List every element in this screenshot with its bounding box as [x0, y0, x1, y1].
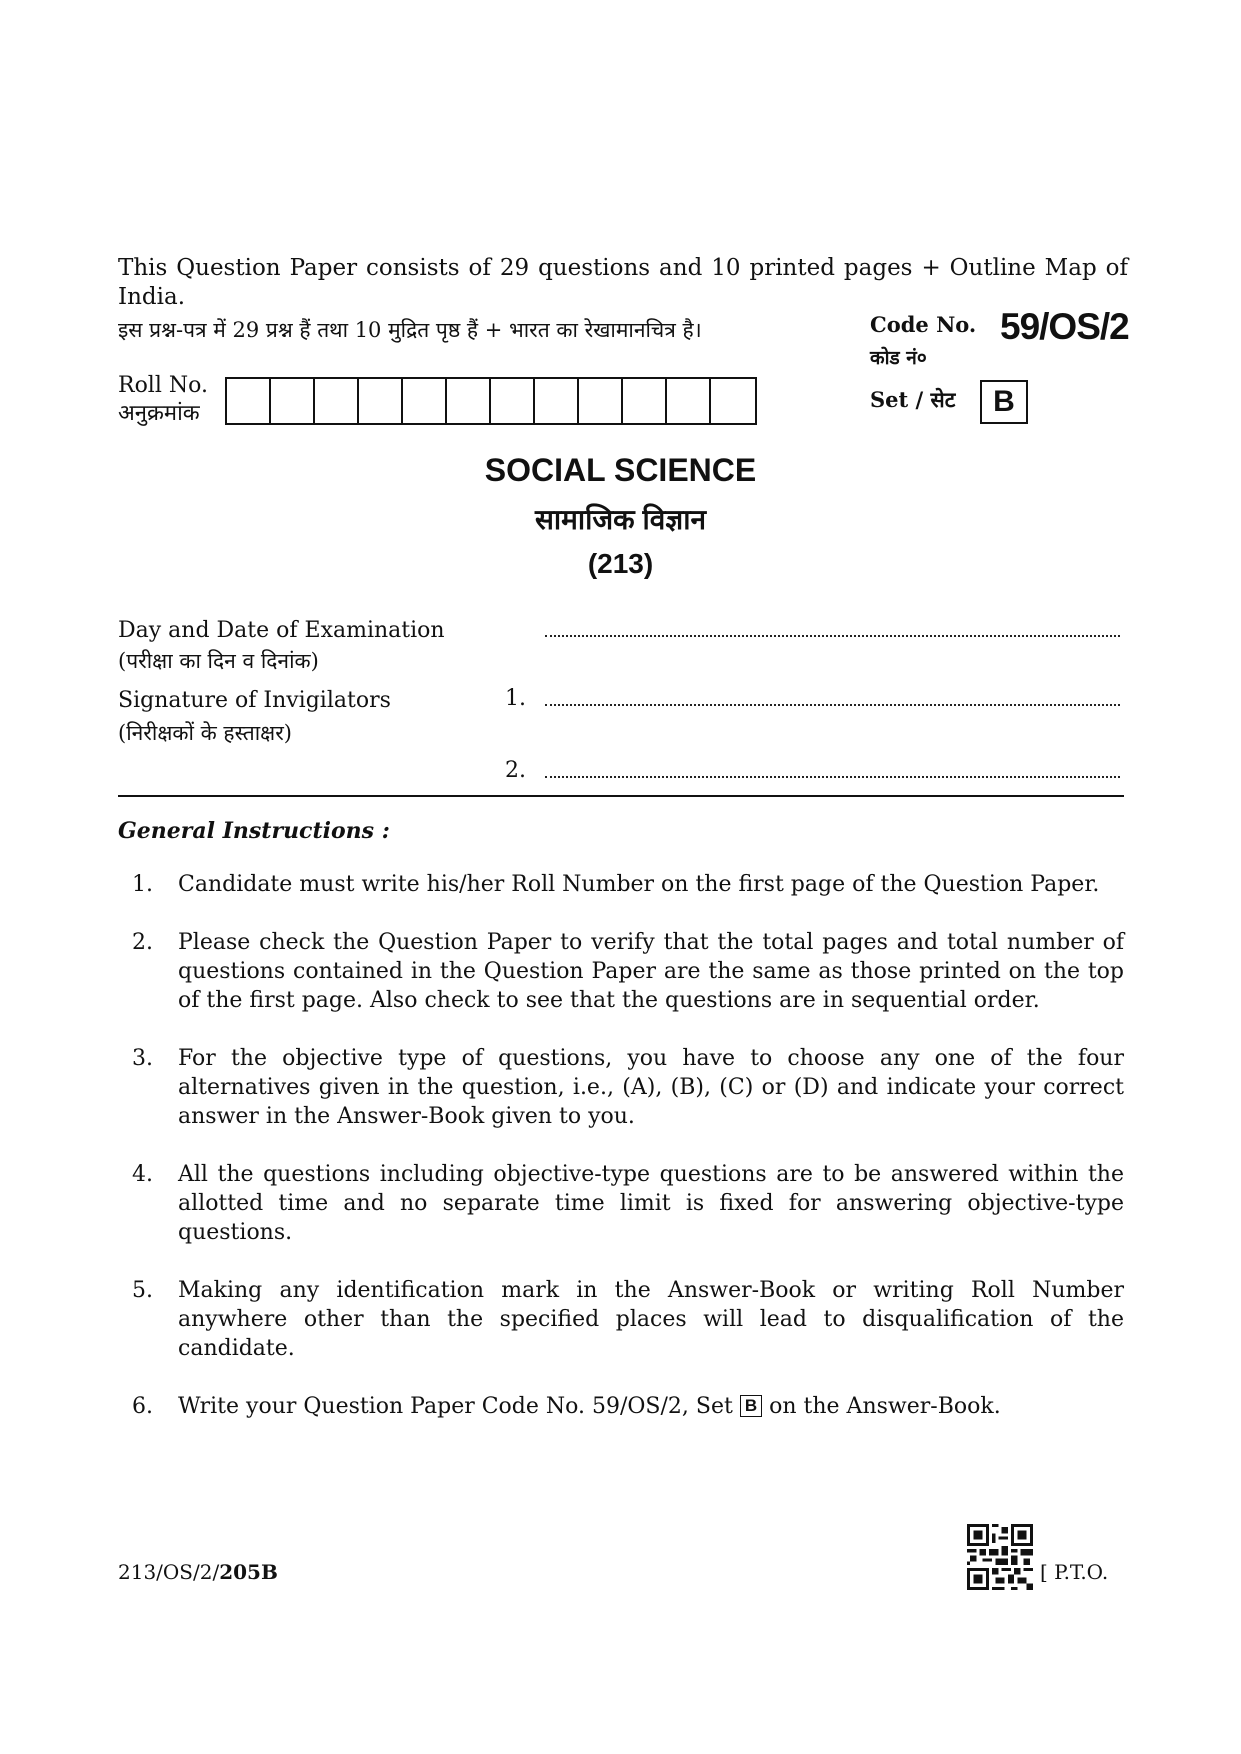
instruction-number: 3.	[132, 1046, 153, 1071]
roll-number-boxes[interactable]	[225, 377, 757, 425]
set-label: Set / सेट	[870, 387, 956, 412]
roll-label-en: Roll No.	[118, 373, 208, 398]
roll-number-box[interactable]	[447, 379, 491, 423]
day-date-label-hindi: (परीक्षा का दिन व दिनांक)	[118, 649, 319, 673]
instruction-item	[118, 1276, 1124, 1363]
subject-code: (213)	[587, 548, 654, 579]
signature-field-2[interactable]	[545, 774, 1120, 778]
instruction-number: 6.	[132, 1394, 153, 1419]
instructions-heading: General Instructions :	[118, 818, 390, 844]
instruction-number: 4.	[132, 1162, 153, 1187]
roll-number-box[interactable]	[623, 379, 667, 423]
instruction-item	[118, 1392, 1124, 1421]
code-label: Code No.	[870, 312, 977, 337]
signature-num-2: 2.	[505, 758, 526, 783]
signature-num-1: 1.	[505, 686, 526, 711]
day-date-label: Day and Date of Examination	[118, 618, 445, 643]
roll-number-box[interactable]	[579, 379, 623, 423]
code-label-hindi: कोड नं०	[870, 347, 927, 369]
footer-code	[118, 1560, 278, 1584]
instruction-text: For the objective type of questions, you have to choose any one of the four alternatives given in the question, i.e., (A), (B), (C) or (D) and indicate your correct answer in the Answer-Book given to you.	[178, 1046, 1124, 1129]
instruction-number: 5.	[132, 1278, 153, 1303]
footer-code-plain: 213/OS/2/	[118, 1560, 220, 1584]
instructions-list	[118, 870, 1124, 1450]
instruction-item	[118, 928, 1124, 1015]
intro-english: This Question Paper consists of 29 questions and 10 printed pages + Outline Map of India.	[118, 255, 1128, 310]
roll-number-box[interactable]	[667, 379, 711, 423]
roll-number-box[interactable]	[491, 379, 535, 423]
instruction-number: 1.	[132, 872, 153, 897]
roll-label-hindi: अनुक्रमांक	[118, 401, 200, 426]
roll-number-box[interactable]	[359, 379, 403, 423]
roll-number-box[interactable]	[535, 379, 579, 423]
roll-number-box[interactable]	[227, 379, 271, 423]
roll-number-box[interactable]	[271, 379, 315, 423]
instruction-text-pre: Write your Question Paper Code No. 59/OS/2, Set	[178, 1394, 733, 1419]
subject-title: SOCIAL SCIENCE	[484, 452, 757, 488]
signature-label-hindi: (निरीक्षकों के हस्ताक्षर)	[118, 721, 292, 745]
footer-code-bold: 205B	[219, 1560, 278, 1584]
qr-code-icon	[967, 1524, 1033, 1590]
roll-number-box[interactable]	[403, 379, 447, 423]
signature-label: Signature of Invigilators	[118, 688, 391, 713]
instruction-item	[118, 1044, 1124, 1131]
instruction-text: Please check the Question Paper to verify that the total pages and total number of questions contained in the Question Paper are the same as those printed on the top of the first page. Also check to see that the questions are in sequential order.	[178, 930, 1124, 1013]
set-value-box: B	[980, 380, 1028, 424]
set-inline-box: B	[740, 1395, 762, 1417]
instruction-text: All the questions including objective-type questions are to be answered within the allotted time and no separate time limit is fixed for answering objective-type questions.	[178, 1162, 1124, 1245]
instruction-item	[118, 1160, 1124, 1247]
code-value: 59/OS/2	[1000, 306, 1129, 347]
instruction-text-post: on the Answer-Book.	[769, 1394, 1001, 1419]
roll-label	[118, 372, 208, 428]
intro-hindi: इस प्रश्न-पत्र में 29 प्रश्न हैं तथा 10 मुद्रित पृष्ठ हैं + भारत का रेखामानचित्र है।	[118, 318, 702, 342]
roll-number-box[interactable]	[315, 379, 359, 423]
day-date-field[interactable]	[545, 633, 1120, 637]
instruction-number: 2.	[132, 930, 153, 955]
instruction-text: Making any identification mark in the Answer-Book or writing Roll Number anywhere other than the specified places will lead to disqualification of the candidate.	[178, 1278, 1124, 1361]
subject-title-hindi: सामाजिक विज्ञान	[534, 504, 707, 535]
pto-label: [ P.T.O.	[1040, 1560, 1109, 1584]
roll-number-box[interactable]	[711, 379, 755, 423]
signature-field-1[interactable]	[545, 702, 1120, 706]
divider	[118, 795, 1124, 797]
instruction-text: Candidate must write his/her Roll Number on the first page of the Question Paper.	[178, 872, 1100, 897]
instruction-item	[118, 870, 1124, 899]
